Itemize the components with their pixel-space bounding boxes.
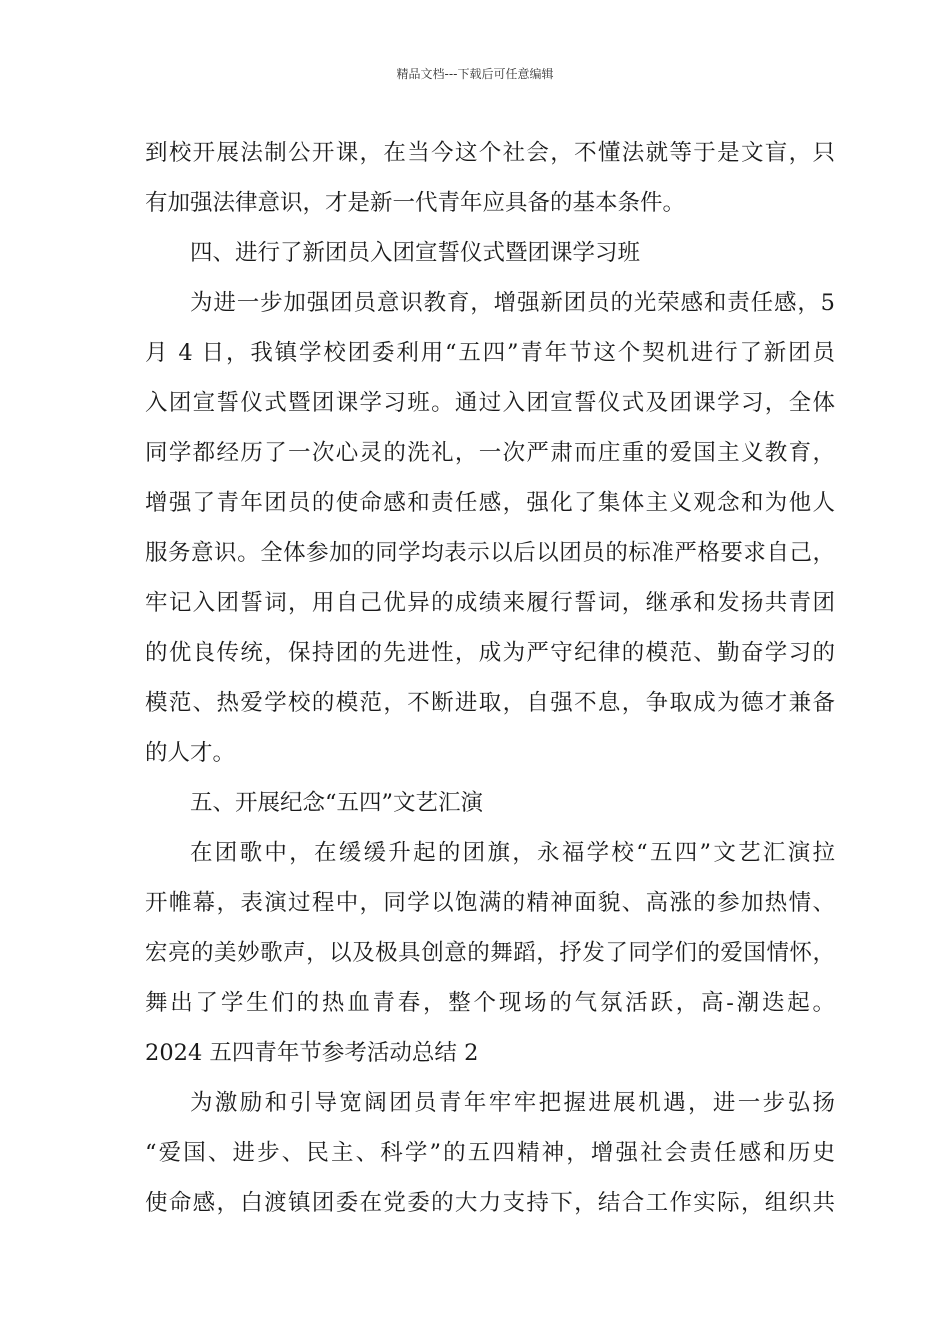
text-line: 入团宣誓仪式暨团课学习班。通过入团宣誓仪式及团课学习，全体 — [145, 390, 835, 416]
text-line: 的人才。 — [145, 740, 236, 766]
text-line: 到校开展法制公开课，在当今这个社会，不懂法就等于是文盲，只 — [145, 140, 835, 166]
document-body — [145, 128, 835, 1228]
text-line: 宏亮的美妙歌声，以及极具创意的舞蹈，抒发了同学们的爱国情怀， — [145, 940, 835, 966]
text-line: 增强了青年团员的使命感和责任感，强化了集体主义观念和为他人 — [145, 490, 835, 516]
text-line: 牢记入团誓词，用自己优异的成绩来履行誓词，继承和发扬共青团 — [145, 590, 835, 616]
text-line: 为激励和引导宽阔团员青年牢牢把握进展机遇，进一步弘扬 — [190, 1090, 835, 1116]
text-line: 的优良传统，保持团的先进性，成为严守纪律的模范、勤奋学习的 — [145, 640, 835, 666]
text-line: 舞出了学生们的热血青春，整个现场的气氛活跃，高-潮迭起。 — [145, 990, 835, 1016]
text-line: 服务意识。全体参加的同学均表示以后以团员的标准严格要求自己， — [145, 540, 835, 566]
text-line: 在团歌中，在缓缓升起的团旗，永福学校“五四”文艺汇演拉 — [190, 840, 835, 866]
text-line: 使命感，白渡镇团委在党委的大力支持下，结合工作实际，组织共 — [145, 1190, 835, 1216]
text-line: 月 4 日，我镇学校团委利用“五四”青年节这个契机进行了新团员 — [145, 340, 835, 366]
text-line: 四、进行了新团员入团宣誓仪式暨团课学习班 — [190, 240, 641, 266]
text-line: 开帷幕，表演过程中，同学以饱满的精神面貌、高涨的参加热情、 — [145, 890, 835, 916]
text-line: 模范、热爱学校的模范，不断进取，自强不息，争取成为德才兼备 — [145, 690, 835, 716]
text-line: 有加强法律意识，才是新一代青年应具备的基本条件。 — [145, 190, 686, 216]
text-line: 为进一步加强团员意识教育，增强新团员的光荣感和责任感，5 — [190, 290, 835, 316]
text-line: 同学都经历了一次心灵的洗礼，一次严肃而庄重的爱国主义教育， — [145, 440, 835, 466]
text-line: “爱国、进步、民主、科学”的五四精神，增强社会责任感和历史 — [145, 1140, 835, 1166]
text-line: 2024 五四青年节参考活动总结 2 — [145, 1040, 479, 1066]
page-header: 精品文档---下载后可任意编辑 — [396, 67, 554, 81]
text-line: 五、开展纪念“五四”文艺汇演 — [190, 790, 484, 816]
